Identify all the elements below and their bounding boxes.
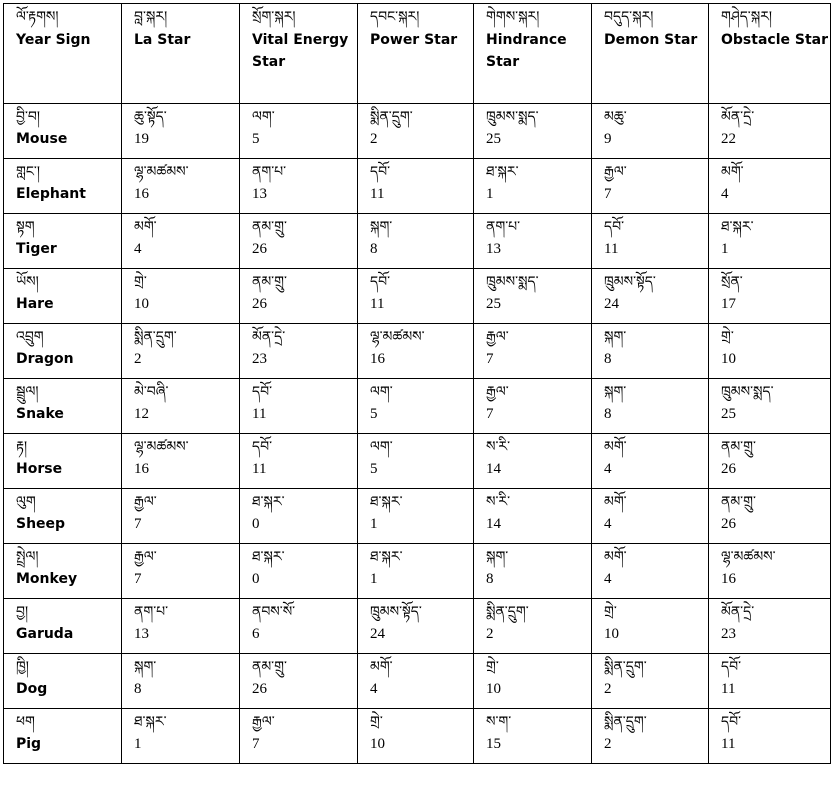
star-number: 16	[721, 571, 736, 587]
star-cell	[592, 434, 709, 489]
table-row	[4, 654, 831, 709]
star-name-tibetan: ནམ་གྲུ་	[721, 439, 756, 455]
star-name-tibetan: དབོ་	[721, 714, 742, 730]
year-sign-cell	[4, 489, 122, 544]
header-row	[4, 4, 831, 104]
star-cell	[709, 599, 831, 654]
star-cell	[592, 104, 709, 159]
star-number: 4	[604, 516, 612, 532]
header-tibetan: བདུད་སྐར།	[604, 9, 654, 25]
star-cell	[709, 159, 831, 214]
star-name-tibetan: ནག་པ་	[134, 604, 169, 620]
year-sign-tibetan: ཁྱི།	[16, 659, 29, 675]
year-sign-cell	[4, 104, 122, 159]
star-cell	[122, 269, 240, 324]
star-number: 7	[486, 406, 494, 422]
star-cell	[474, 654, 592, 709]
star-number: 24	[370, 626, 385, 642]
star-number: 4	[134, 241, 142, 257]
star-cell	[122, 489, 240, 544]
star-name-tibetan: ལྷ་མཚམས་	[721, 549, 776, 565]
star-name-tibetan: མོན་དྲེ་	[721, 109, 755, 125]
star-number: 11	[604, 241, 619, 257]
star-cell	[474, 434, 592, 489]
star-name-tibetan: ཐ་སྐར་	[134, 714, 167, 730]
star-name-tibetan: ཁྲུམས་སྨད་	[486, 109, 539, 125]
star-number: 25	[486, 296, 501, 312]
table-row	[4, 709, 831, 764]
year-sign-tibetan: སྤྲེལ།	[16, 549, 39, 565]
star-number: 8	[604, 351, 612, 367]
star-number: 12	[134, 406, 149, 422]
table-row	[4, 489, 831, 544]
star-number: 4	[604, 571, 612, 587]
star-number: 2	[486, 626, 494, 642]
star-name-tibetan: ཐ་སྐར་	[252, 549, 285, 565]
star-number: 6	[252, 626, 260, 642]
star-name-tibetan: ལྷ་མཚམས་	[370, 329, 425, 345]
header-english: Year Sign	[16, 32, 91, 48]
table-row	[4, 159, 831, 214]
star-cell	[709, 709, 831, 764]
star-number: 11	[370, 296, 385, 312]
star-name-tibetan: མེ་བཞི་	[134, 384, 169, 400]
star-cell	[240, 269, 358, 324]
star-name-tibetan: དབོ་	[370, 274, 391, 290]
star-number: 1	[370, 516, 378, 532]
star-name-tibetan: ལག་	[252, 109, 275, 125]
star-name-tibetan: གྲེ་	[721, 329, 734, 345]
year-sign-english: Tiger	[16, 241, 57, 257]
star-name-tibetan: རྒྱལ་	[486, 384, 509, 400]
year-sign-english: Snake	[16, 406, 64, 422]
header-tibetan: དབང་སྐར།	[370, 9, 420, 25]
year-sign-english: Hare	[16, 296, 54, 312]
star-name-tibetan: ནམ་གྲུ་	[252, 274, 287, 290]
star-name-tibetan: མགོ་	[134, 219, 157, 235]
star-number: 26	[252, 681, 267, 697]
year-sign-tibetan: རྟ།	[16, 439, 28, 455]
star-cell	[709, 489, 831, 544]
year-sign-cell	[4, 544, 122, 599]
header-english: Power Star	[370, 32, 458, 48]
star-cell	[122, 654, 240, 709]
header-english: Hindrance Star	[486, 32, 567, 70]
star-number: 16	[134, 186, 149, 202]
year-sign-english: Mouse	[16, 131, 68, 147]
star-cell	[358, 544, 474, 599]
star-name-tibetan: རྒྱལ་	[604, 164, 627, 180]
star-name-tibetan: ཐ་སྐར་	[370, 549, 403, 565]
star-cell	[709, 434, 831, 489]
star-name-tibetan: མགོ་	[370, 659, 393, 675]
star-cell	[240, 324, 358, 379]
year-sign-cell	[4, 269, 122, 324]
header-hindrance-star	[474, 4, 592, 104]
star-cell	[122, 434, 240, 489]
star-name-tibetan: ཐ་སྐར་	[486, 164, 519, 180]
year-sign-cell	[4, 709, 122, 764]
year-sign-cell	[4, 379, 122, 434]
year-sign-english: Horse	[16, 461, 63, 477]
year-sign-tibetan: བྱ།	[16, 604, 29, 620]
star-name-tibetan: སྨིན་དྲུག་	[486, 604, 529, 620]
star-number: 7	[252, 736, 260, 752]
star-cell	[592, 159, 709, 214]
header-tibetan: གཤེད་སྐར།	[721, 9, 773, 25]
star-name-tibetan: སྲོན་	[721, 274, 743, 290]
star-cell	[474, 104, 592, 159]
star-name-tibetan: སྨིན་དྲུག་	[134, 329, 177, 345]
star-number: 8	[370, 241, 378, 257]
year-sign-english: Dragon	[16, 351, 74, 367]
star-cell	[592, 269, 709, 324]
year-sign-tibetan: གླང་།	[16, 164, 40, 180]
star-number: 17	[721, 296, 736, 312]
star-name-tibetan: རྒྱལ་	[134, 494, 157, 510]
star-number: 13	[134, 626, 149, 642]
table-body	[4, 4, 831, 764]
star-cell	[122, 159, 240, 214]
star-cell	[240, 159, 358, 214]
header-tibetan: ལོ་རྟགས།	[16, 9, 59, 25]
star-number: 13	[486, 241, 501, 257]
star-number: 16	[134, 461, 149, 477]
year-sign-tibetan: ཡོས།	[16, 274, 39, 290]
year-sign-english: Dog	[16, 681, 48, 697]
star-name-tibetan: ནམ་གྲུ་	[721, 494, 756, 510]
year-sign-cell	[4, 324, 122, 379]
star-number: 1	[370, 571, 378, 587]
star-name-tibetan: མཆུ་	[604, 109, 627, 125]
star-number: 10	[721, 351, 736, 367]
star-name-tibetan: དབོ་	[370, 164, 391, 180]
star-name-tibetan: ཐ་སྐར་	[252, 494, 285, 510]
star-cell	[240, 489, 358, 544]
star-number: 25	[486, 131, 501, 147]
star-cell	[358, 214, 474, 269]
year-sign-english: Sheep	[16, 516, 66, 532]
star-cell	[358, 434, 474, 489]
star-cell	[358, 379, 474, 434]
star-cell	[240, 379, 358, 434]
star-number: 11	[721, 681, 736, 697]
star-cell	[358, 489, 474, 544]
header-english: Vital Energy Star	[252, 32, 349, 70]
star-number: 2	[604, 681, 612, 697]
header-vital-energy-star	[240, 4, 358, 104]
year-sign-cell	[4, 159, 122, 214]
star-cell	[358, 654, 474, 709]
star-cell	[592, 544, 709, 599]
star-number: 26	[252, 296, 267, 312]
year-sign-english: Pig	[16, 736, 42, 752]
star-cell	[358, 324, 474, 379]
star-number: 0	[252, 571, 260, 587]
star-number: 0	[252, 516, 260, 532]
star-name-tibetan: དབོ་	[252, 384, 273, 400]
star-number: 1	[486, 186, 494, 202]
star-name-tibetan: ས་ག་	[486, 714, 512, 730]
star-number: 16	[370, 351, 385, 367]
star-number: 4	[370, 681, 378, 697]
year-sign-tibetan: སྦྲུལ།	[16, 384, 39, 400]
star-cell	[709, 324, 831, 379]
header-la-star	[122, 4, 240, 104]
star-cell	[709, 214, 831, 269]
star-cell	[592, 599, 709, 654]
star-cell	[709, 654, 831, 709]
star-name-tibetan: སྨིན་དྲུག་	[370, 109, 413, 125]
star-name-tibetan: གྲེ་	[370, 714, 383, 730]
star-cell	[122, 214, 240, 269]
star-cell	[358, 709, 474, 764]
year-sign-tibetan: སྟག	[16, 219, 35, 235]
table-row	[4, 379, 831, 434]
star-name-tibetan: གྲེ་	[604, 604, 617, 620]
header-english: La Star	[134, 32, 191, 48]
year-sign-cell	[4, 654, 122, 709]
star-name-tibetan: ཁྲུམས་སྨད་	[486, 274, 539, 290]
star-cell	[474, 709, 592, 764]
star-name-tibetan: དབོ་	[604, 219, 625, 235]
star-number: 26	[252, 241, 267, 257]
star-cell	[592, 489, 709, 544]
star-name-tibetan: དབོ་	[721, 659, 742, 675]
header-obstacle-star	[709, 4, 831, 104]
star-number: 10	[604, 626, 619, 642]
star-cell	[474, 379, 592, 434]
year-sign-star-table	[3, 3, 831, 764]
star-number: 26	[721, 461, 736, 477]
star-number: 24	[604, 296, 619, 312]
star-cell	[592, 709, 709, 764]
star-number: 10	[134, 296, 149, 312]
star-name-tibetan: མགོ་	[604, 494, 627, 510]
star-name-tibetan: ཁྲུམས་སྟོད་	[370, 604, 422, 620]
header-tibetan: སྲོག་སྐར།	[252, 9, 296, 25]
star-number: 1	[134, 736, 142, 752]
star-name-tibetan: ནམ་གྲུ་	[252, 219, 287, 235]
star-name-tibetan: རྒྱལ་	[252, 714, 275, 730]
table-row	[4, 214, 831, 269]
star-cell	[358, 269, 474, 324]
header-power-star	[358, 4, 474, 104]
star-number: 26	[721, 516, 736, 532]
star-name-tibetan: རྒྱལ་	[486, 329, 509, 345]
star-number: 4	[604, 461, 612, 477]
table-row	[4, 434, 831, 489]
header-english: Demon Star	[604, 32, 698, 48]
star-cell	[592, 214, 709, 269]
star-number: 7	[134, 571, 142, 587]
star-name-tibetan: སྨིན་དྲུག་	[604, 659, 647, 675]
year-sign-english: Monkey	[16, 571, 78, 587]
star-cell	[240, 544, 358, 599]
star-number: 23	[252, 351, 267, 367]
star-number: 1	[721, 241, 729, 257]
star-name-tibetan: ནབས་སོ་	[252, 604, 296, 620]
star-cell	[240, 104, 358, 159]
header-english: Obstacle Star	[721, 32, 828, 48]
star-cell	[240, 599, 358, 654]
star-name-tibetan: རྒྱལ་	[134, 549, 157, 565]
star-number: 8	[486, 571, 494, 587]
star-number: 15	[486, 736, 501, 752]
star-name-tibetan: ལག་	[370, 439, 393, 455]
year-sign-tibetan: ཕག	[16, 714, 35, 730]
header-tibetan: བླ་སྐར།	[134, 9, 168, 25]
star-name-tibetan: ཐ་སྐར་	[370, 494, 403, 510]
star-number: 11	[252, 406, 267, 422]
star-name-tibetan: ལག་	[370, 384, 393, 400]
star-name-tibetan: ནམ་གྲུ་	[252, 659, 287, 675]
year-sign-english: Garuda	[16, 626, 74, 642]
star-cell	[592, 324, 709, 379]
star-cell	[709, 544, 831, 599]
table-row	[4, 599, 831, 654]
star-name-tibetan: ཁྲུམས་སྟོད་	[604, 274, 656, 290]
star-name-tibetan: མགོ་	[721, 164, 744, 180]
star-cell	[592, 654, 709, 709]
star-cell	[240, 214, 358, 269]
star-name-tibetan: མགོ་	[604, 549, 627, 565]
star-number: 25	[721, 406, 736, 422]
star-number: 19	[134, 131, 149, 147]
year-sign-cell	[4, 214, 122, 269]
year-sign-tibetan: ལུག	[16, 494, 36, 510]
star-number: 8	[604, 406, 612, 422]
star-cell	[122, 379, 240, 434]
star-number: 2	[370, 131, 378, 147]
star-number: 7	[486, 351, 494, 367]
star-name-tibetan: ས་རི་	[486, 439, 511, 455]
table-row	[4, 269, 831, 324]
star-cell	[474, 214, 592, 269]
star-number: 7	[604, 186, 612, 202]
star-name-tibetan: ཆུ་སྟོད་	[134, 109, 167, 125]
table-row	[4, 324, 831, 379]
star-number: 14	[486, 516, 501, 532]
star-number: 4	[721, 186, 729, 202]
star-number: 11	[721, 736, 736, 752]
star-cell	[240, 709, 358, 764]
star-number: 5	[370, 461, 378, 477]
year-sign-cell	[4, 599, 122, 654]
star-name-tibetan: ཁྲུམས་སྨད་	[721, 384, 774, 400]
star-cell	[122, 599, 240, 654]
star-cell	[122, 104, 240, 159]
star-cell	[709, 379, 831, 434]
star-cell	[122, 709, 240, 764]
star-number: 5	[370, 406, 378, 422]
header-tibetan: གེགས་སྐར།	[486, 9, 540, 25]
star-number: 11	[252, 461, 267, 477]
star-number: 10	[486, 681, 501, 697]
star-name-tibetan: གྲེ་	[486, 659, 499, 675]
star-number: 8	[134, 681, 142, 697]
star-cell	[474, 159, 592, 214]
star-name-tibetan: སྐག་	[134, 659, 157, 675]
table-row	[4, 104, 831, 159]
star-name-tibetan: ཐ་སྐར་	[721, 219, 754, 235]
star-number: 22	[721, 131, 736, 147]
star-name-tibetan: མགོ་	[604, 439, 627, 455]
star-cell	[709, 104, 831, 159]
year-sign-english: Elephant	[16, 186, 86, 202]
star-cell	[474, 599, 592, 654]
star-cell	[240, 434, 358, 489]
star-cell	[358, 599, 474, 654]
star-cell	[240, 654, 358, 709]
star-name-tibetan: ས་རི་	[486, 494, 511, 510]
star-name-tibetan: མོན་དྲེ་	[721, 604, 755, 620]
star-name-tibetan: མོན་དྲེ་	[252, 329, 286, 345]
star-number: 7	[134, 516, 142, 532]
star-name-tibetan: སྐག་	[370, 219, 393, 235]
star-number: 10	[370, 736, 385, 752]
year-sign-tibetan: བྱི་བ།	[16, 109, 40, 125]
star-cell	[122, 544, 240, 599]
year-sign-tibetan: འབྲུག	[16, 329, 44, 345]
star-cell	[474, 489, 592, 544]
star-number: 23	[721, 626, 736, 642]
star-number: 2	[134, 351, 142, 367]
star-name-tibetan: ལྷ་མཚམས་	[134, 439, 189, 455]
star-cell	[592, 379, 709, 434]
year-sign-cell	[4, 434, 122, 489]
star-cell	[358, 104, 474, 159]
star-number: 11	[370, 186, 385, 202]
star-cell	[474, 324, 592, 379]
star-name-tibetan: སྨིན་དྲུག་	[604, 714, 647, 730]
star-name-tibetan: སྐག་	[604, 384, 627, 400]
star-number: 5	[252, 131, 260, 147]
star-cell	[709, 269, 831, 324]
star-cell	[122, 324, 240, 379]
star-name-tibetan: ནག་པ་	[486, 219, 521, 235]
star-number: 14	[486, 461, 501, 477]
star-name-tibetan: ནག་པ་	[252, 164, 287, 180]
star-number: 2	[604, 736, 612, 752]
header-year-sign	[4, 4, 122, 104]
star-name-tibetan: སྐག་	[486, 549, 509, 565]
header-demon-star	[592, 4, 709, 104]
star-number: 9	[604, 131, 612, 147]
star-name-tibetan: གྲེ་	[134, 274, 147, 290]
star-name-tibetan: ལྷ་མཚམས་	[134, 164, 189, 180]
star-cell	[474, 544, 592, 599]
star-cell	[474, 269, 592, 324]
star-name-tibetan: དབོ་	[252, 439, 273, 455]
table-row	[4, 544, 831, 599]
star-number: 13	[252, 186, 267, 202]
star-name-tibetan: སྐག་	[604, 329, 627, 345]
star-cell	[358, 159, 474, 214]
